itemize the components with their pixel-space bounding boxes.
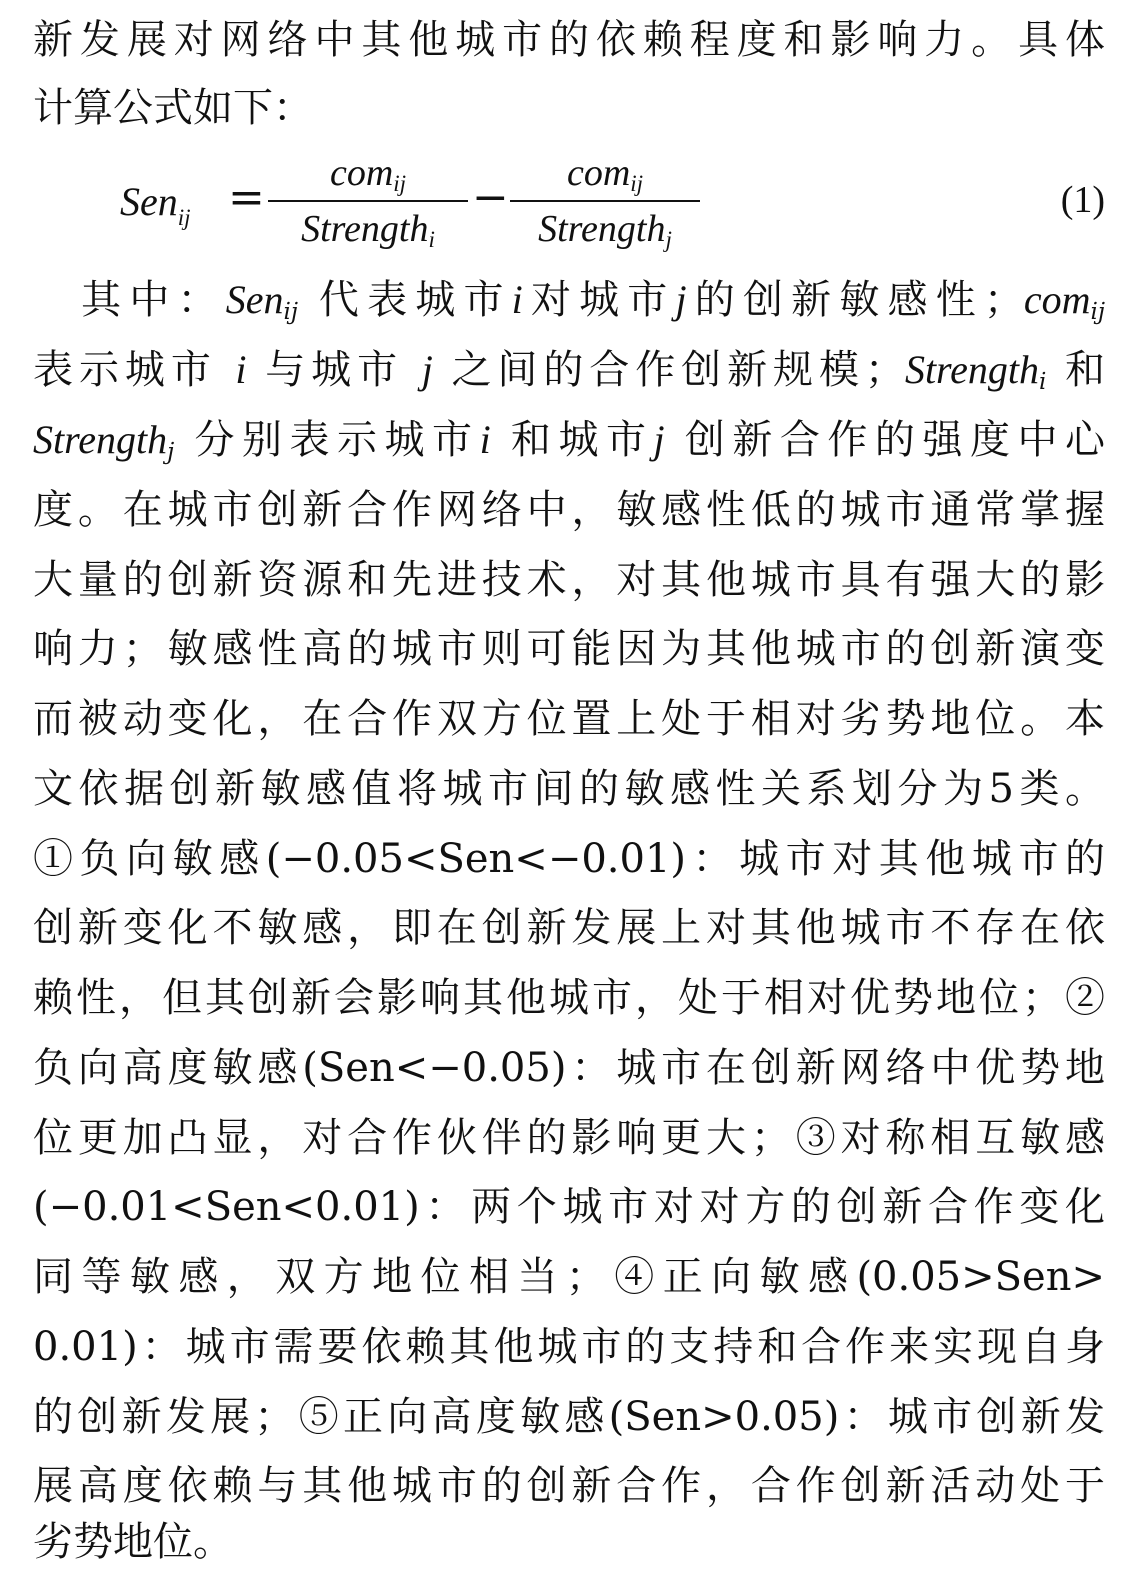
text-line: 劣势地位。 [33, 1519, 233, 1565]
fraction-bar [510, 200, 700, 202]
text-line: 大量的创新资源和先进技术，对其他城市具有强大的影 [33, 557, 1105, 603]
text-line: 文依据创新敏感值将城市间的敏感性关系划分为5类。 [33, 766, 1105, 812]
text-line: ①负向敏感(−0.05<Sen<−0.01)：城市对其他城市的 [33, 836, 1105, 882]
minus-sign: − [472, 172, 509, 223]
equation-lhs-base: Sen [120, 179, 178, 224]
fraction-1 [268, 150, 468, 252]
equals-sign: = [228, 172, 265, 223]
text-line: 赖性，但其创新会影响其他城市，处于相对优势地位；② [33, 975, 1105, 1021]
text-line: 位更加凸显，对合作伙伴的影响更大；③对称相互敏感 [33, 1115, 1105, 1161]
equation-number: (1) [1060, 179, 1105, 221]
text-line: 而被动变化，在合作双方位置上处于相对劣势地位。本 [33, 696, 1105, 742]
fraction-1-denominator: Strength$_i$ [301, 208, 435, 252]
text-line: 0.01)：城市需要依赖其他城市的支持和合作来实现自身 [33, 1324, 1105, 1370]
equation-lhs [120, 178, 191, 231]
text-line: Strength$_j$ 分别表示城市i 和城市j 创新合作的强度中心 [33, 417, 1105, 465]
text-line: 的创新发展；⑤正向高度敏感(Sen>0.05)：城市创新发 [33, 1394, 1105, 1440]
text-line: 同等敏感，双方地位相当；④正向敏感(0.05>Sen> [33, 1254, 1105, 1300]
text-line: 计算公式如下： [33, 85, 313, 131]
text-line: 响力；敏感性高的城市则可能因为其他城市的创新演变 [33, 626, 1105, 672]
text-line: 展高度依赖与其他城市的创新合作，合作创新活动处于 [33, 1463, 1105, 1509]
text-line: 负向高度敏感(Sen<−0.05)：城市在创新网络中优势地 [33, 1045, 1105, 1091]
text-line: (−0.01<Sen<0.01)：两个城市对对方的创新合作变化 [33, 1184, 1105, 1230]
equation-lhs-subscript: ij [177, 205, 191, 230]
fraction-2-denominator: Strength$_j$ [538, 208, 672, 252]
fraction-2-numerator: com$_{ij}$ [566, 152, 644, 196]
fraction-bar [268, 200, 468, 202]
equation-1 [120, 150, 1105, 250]
text-line: 新发展对网络中其他城市的依赖程度和影响力。具体 [33, 17, 1105, 63]
fraction-1-numerator: com$_{ij}$ [329, 152, 407, 196]
text-line: 创新变化不敏感，即在创新发展上对其他城市不存在依 [33, 905, 1105, 951]
text-line: 其中：Sen$_{ij}$ 代表城市i对城市j的创新敏感性；com$_{ij}$ [33, 277, 1105, 325]
fraction-2 [510, 150, 700, 252]
text-line: 度。在城市创新合作网络中，敏感性低的城市通常掌握 [33, 487, 1105, 533]
text-line: 表示城市 i 与城市 j 之间的合作创新规模；Strength$_i$ 和 [33, 347, 1105, 395]
